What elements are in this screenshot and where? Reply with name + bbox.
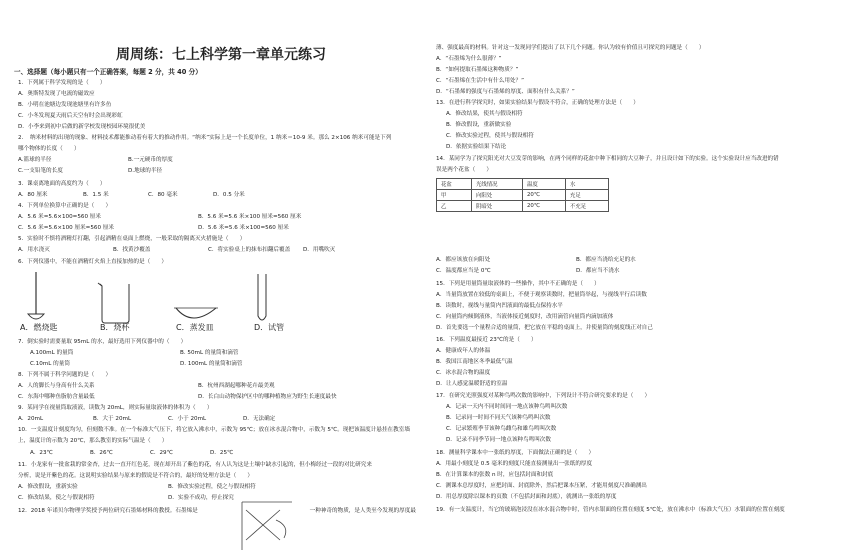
table-row — [437, 190, 609, 201]
table-cell: 阴暗处 — [472, 201, 523, 212]
q13-option-c: C．修改实验过程，使其与假设相符 — [446, 133, 534, 139]
q1-option-d: D．小李来到初中后做的新学校发现校园环境很优美 — [18, 124, 146, 130]
q4: 4．下列单位换算中正确的是（ ） — [18, 203, 112, 209]
evaporating-dish-icon — [174, 308, 218, 318]
q18-option-d: D．用总厚度除以课本的页数（不包括封面和封底），就测出一张纸的厚度 — [436, 494, 617, 500]
q16-option-c: C．冰水混合物的温度 — [436, 370, 491, 376]
q14-options-row1 — [436, 256, 716, 265]
combustion-spoon-icon — [28, 272, 44, 319]
q15-option-c: C．向量筒内倾倒液体，当液体接近刻度时，改用滴管向量筒内滴加液体 — [436, 314, 614, 320]
q3-option-a: A．80 厘米 — [18, 192, 48, 198]
q1-option-a: A．奥斯特发现了电流的磁效应 — [18, 91, 95, 97]
q7-option-d: D. 100mL 的量筒和滴管 — [180, 361, 243, 367]
q11: 11．小龙家有一批盆栽的常金杏，过去一直开红色花，现在却开出了紫色的花，有人认为这是土壤中缺水引起的，但小梅经过一段的对比研究来 — [18, 462, 372, 468]
q8-option-d: D．长白山动物保护区中的哪种植物应为野生长速度最快 — [198, 394, 337, 400]
q17: 17．在研究光照强度对某种鸟鸣次数的影响中，下列设计不符合研究要求的是（ ） — [436, 393, 651, 399]
q2-option-d: D.地球的半径 — [128, 168, 163, 174]
q7-options-row2 — [30, 360, 330, 369]
q10: 10．一支温度计刻度均匀，但刻数不准。在一个标准大气压下，将它放入沸水中，示数为 95℃；放在冰水混合物中，示数为 5℃。现把该温度计悬挂在教室墙 — [18, 427, 410, 433]
section-heading: 一、选择题（每小题只有一个正确答案，每题 2 分，共 40 分） — [14, 68, 202, 76]
q11-cont: 分析，说是开紫色的花。这说明实验结果与原来的假说是不符合的，最好的处理方法是（ ） — [18, 473, 253, 479]
q6-option-b: B．烧杯 — [100, 323, 130, 332]
table-row — [437, 201, 609, 212]
q10-cont: 上，温度计的示数为 20℃，那么教室的实际气温是（ ） — [18, 438, 168, 444]
experiment-table — [436, 178, 609, 212]
q13-option-d: D．依据实验结果下结论 — [446, 144, 507, 150]
q6-option-a: A．燃烧匙 — [20, 323, 58, 332]
table-header-row — [437, 179, 609, 190]
table-header: 温度 — [523, 179, 566, 190]
q8-option-c: C．东海中哪种鱼脂肪含量最低 — [18, 394, 95, 400]
q8-option-a: A．人的脚长与身高有什么关系 — [18, 383, 95, 389]
q8-options-row2 — [18, 393, 378, 402]
table-cell: 20℃ — [523, 201, 566, 212]
q1: 1．下列属于科学发现的是（ ） — [18, 80, 106, 86]
q6-option-d: D．试管 — [254, 323, 285, 332]
q5-option-c: C．将实验桌上的抹布扣翻后覆盖 — [208, 247, 291, 253]
q9-option-c: C．小于 20mL — [168, 416, 207, 422]
q7-option-a: A.100mL 的量筒 — [30, 350, 74, 356]
q2-options-row1 — [18, 156, 238, 165]
q16: 16．下列温度最接近 23℃的是（ ） — [436, 337, 537, 343]
q14-option-a: A．都应该放在向阳处 — [436, 257, 491, 263]
q5-options — [18, 246, 398, 255]
q7-option-c: C.10mL 的量筒 — [30, 361, 70, 367]
q18: 18．测量科学课本中一张纸的厚度，下面做法正确的是（ ） — [436, 450, 595, 456]
q7: 7．倒实验时需要量取 95mL 的水，最好选用下列仪器中的（ ） — [18, 339, 187, 345]
q19: 19．有一支温度计，当它的玻璃泡浸没在冰水混合物中时，管内水银面的位置在刻度 5℃处，放在沸水中（标准大气压）水银面的位置在刻度 — [436, 507, 785, 513]
q2-cont: 哪个物体的长度（ ） — [18, 146, 80, 152]
table-header: 水 — [566, 179, 609, 190]
q11-option-a: A．修改假设，重新实验 — [18, 484, 78, 490]
q11-option-c: C．修改结果，使之与假说相符 — [18, 495, 95, 501]
q15-option-d: D．首先要选一个量程合适的量筒，把它放在平稳的桌面上，并使量筒的刻度线正对自己 — [436, 325, 653, 331]
graphene-figure — [236, 492, 298, 552]
q4-option-d: D．5.6 米=5.6 米×100=560 厘米 — [198, 225, 289, 231]
q16-option-b: B．我国江南地区冬季最低气温 — [436, 359, 513, 365]
q14-options-row2 — [436, 267, 716, 276]
q4-options-row2 — [18, 224, 378, 233]
q15: 15．下列是用量筒量取液体的一些操作，其中不正确的是（ ） — [436, 281, 600, 287]
q9-option-b: B．大于 20mL — [93, 416, 132, 422]
q10-option-d: D．25℃ — [210, 450, 234, 456]
page-title: 周周练：七上科学第一章单元练习 — [116, 47, 326, 63]
q2-option-b: B.一元硬币的厚度 — [128, 157, 173, 163]
q3-option-d: D．0.5 分米 — [213, 192, 245, 198]
table-header: 花盆 — [437, 179, 472, 190]
q12: 12．2018 年诺贝尔物理学奖授予两位研究石墨烯材料的教授。石墨烯是 一种神奇的物质，是人类至今发现的厚度最 — [18, 508, 416, 514]
q18-option-a: A．用最小刻度是 0.5 毫米的刻度尺能直接测量出一张纸的厚度 — [436, 461, 593, 467]
table-cell: 甲 — [437, 190, 472, 201]
q7-options-row1 — [30, 349, 330, 358]
q10-option-c: C．29℃ — [150, 450, 173, 456]
q12-cont: 薄、强度最高的材料。针对这一发现同学们提出了以下几个问题。你认为较有价值且可探究的问题是（ ） — [436, 45, 705, 51]
q2-options-row2 — [18, 167, 238, 176]
q18-option-b: B．在计算课本的张数 n 时，应包括封面和封底 — [436, 472, 554, 478]
q17-option-a: A．记录一天内不同时间同一地点该种鸟鸣叫次数 — [446, 404, 568, 410]
q4-option-b: B．5.6 米=5.6 米×100 厘米=560 厘米 — [198, 214, 302, 220]
table-cell: 不充足 — [566, 201, 609, 212]
q11-option-d: D．实验不成功，停止探究 — [168, 495, 234, 501]
q3-options — [18, 191, 278, 200]
q3-option-b: B．1.5 米 — [83, 192, 109, 198]
q5-option-b: B．找黄沙覆盖 — [113, 247, 151, 253]
q4-option-c: C．5.6 米=5.6×100 厘米=560 厘米 — [18, 225, 115, 231]
q2-option-c: C.一支铅笔的长度 — [18, 168, 63, 174]
q9: 9．某同学在视量筒取液液，读数为 20mL，则实际量取液体的体积为（ ） — [18, 405, 213, 411]
q14: 14．某同学为了探究阳光对大豆发芽的影响，在两个同样的花盆中种下相同的大豆种子，并且设计如下的实验。这个实验设计应当改进的错 — [436, 156, 779, 162]
q10-options — [30, 449, 270, 458]
q14-option-b: B．都应当浇给充足的水 — [576, 257, 636, 263]
q2: 2． 纳米材料的出现的现象、材料技术都能推动着有着大的推动作用。“纳米”实际上是一个长度单位，1 纳米＝10-9 米。那么 2×106 纳米可能是下列 — [18, 135, 392, 141]
q16-option-a: A．健康成年人的体温 — [436, 348, 491, 354]
beaker-icon — [98, 283, 129, 323]
q4-option-a: A．5.6 米=5.6×100=560 厘米 — [18, 214, 101, 220]
table-cell: 乙 — [437, 201, 472, 212]
q1-option-b: B．小明在池塘边发现池塘里有许多鱼 — [18, 102, 112, 108]
apparatus-figure — [20, 270, 320, 328]
q14-option-c: C．温度都应当是 0℃ — [436, 268, 491, 274]
q8-option-b: B．杭州西湖起哪种花卉最美观 — [198, 383, 275, 389]
q18-option-c: C．测课本总厚度时，应把封面、封底除外，然后把课本压紧，才能用刻度尺准确测出 — [436, 483, 647, 489]
q9-option-d: D．无法确定 — [243, 416, 276, 422]
table-cell: 20℃ — [523, 190, 566, 201]
q5: 5．实验时不慎将酒精灯打翻，引起酒精在桌面上燃烧，一般采取的隔离灭火措施是（ ） — [18, 236, 246, 242]
test-tube-icon — [258, 274, 266, 320]
q12-option-c: C．“石墨烯在生活中有什么用处？” — [436, 78, 525, 84]
q15-option-b: B．读数时，视线与量筒内凹液面的最低点保持水平 — [436, 303, 563, 309]
q16-option-d: D．让人感觉温暖舒适的室温 — [436, 381, 508, 387]
q13-option-b: B．修改假设，重新做实验 — [446, 122, 512, 128]
q4-options-row1 — [18, 213, 378, 222]
q12-option-b: B．“如何提取石墨烯这种物质？” — [436, 67, 519, 73]
q14-cont: 误是两个花盆（ ） — [436, 167, 492, 173]
q5-option-d: D．用嘴吹灭 — [303, 247, 336, 253]
q15-option-a: A．当量筒放置在较低的桌面上，不便于观察读数时，把量筒举起，与视线平行后读数 — [436, 292, 647, 298]
q10-option-a: A．23℃ — [30, 450, 53, 456]
q13: 13．在进行科学探究时，如果实验结果与假设不符合，正确的处理方法是（ ） — [436, 100, 639, 106]
q5-option-a: A．用水浇灭 — [18, 247, 50, 253]
q3-option-c: C．80 毫米 — [148, 192, 178, 198]
q14-option-d: D．都应当不浇水 — [576, 268, 620, 274]
q9-option-a: A．20mL — [18, 416, 44, 422]
q17-option-c: C．记录繁殖季节该种鸟雌鸟和雄鸟鸣叫次数 — [446, 426, 557, 432]
q2-option-a: A.篮球的半径 — [18, 157, 52, 163]
q11-options-row1 — [18, 483, 318, 492]
q7-option-b: B. 50mL 的量筒和滴管 — [180, 350, 239, 356]
q17-option-b: B．记录同一时间不同天气该种鸟鸣叫次数 — [446, 415, 551, 421]
q6: 6．下列仪器中，不能在酒精灯火焰上直接加热的是（ ） — [18, 259, 167, 265]
q10-option-b: B．26℃ — [90, 450, 113, 456]
q13-option-a: A．修改结果，使其与假设相符 — [446, 111, 523, 117]
q12-option-d: D．“石墨烯的强度与石墨烯的厚度、面积有什么关系？” — [436, 89, 575, 95]
table-header: 光线情况 — [472, 179, 523, 190]
table-cell: 充足 — [566, 190, 609, 201]
q8: 8．下列不属于科学问题的是（ ） — [18, 372, 112, 378]
q11-option-b: B．修改实验过程，使之与假设相符 — [168, 484, 256, 490]
q3: 3．课桌离地面的高度约为（ ） — [18, 181, 106, 187]
q1-option-c: C．小冬发现夏天雨后天空有时会出现彩虹 — [18, 113, 123, 119]
q9-options — [18, 415, 318, 424]
table-cell: 向阳处 — [472, 190, 523, 201]
q6-option-c: C．蒸发皿 — [176, 323, 214, 332]
q12-option-a: A．“石墨烯为什么很薄？” — [436, 56, 502, 62]
q8-options-row1 — [18, 382, 378, 391]
q17-option-d: D．记录不同季节同一地点该种鸟鸣叫次数 — [446, 437, 551, 443]
